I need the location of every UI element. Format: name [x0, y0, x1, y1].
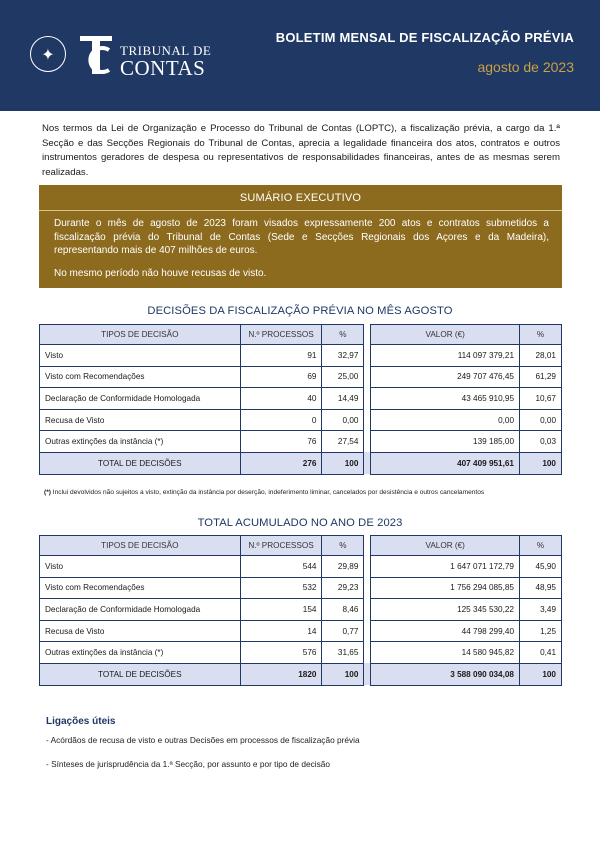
- cell-count: 0: [240, 409, 322, 431]
- column-gap: [364, 431, 371, 453]
- table-header-row: [40, 325, 562, 345]
- cell-value: 125 345 530,22: [371, 599, 520, 621]
- cell-type: Visto com Recomendações: [40, 577, 241, 599]
- footnote-text: Inclui devolvidos não sujeitos a visto, extinção da instância por deserção, indeferimento liminar, cancelados por desistência e outros cancelamentos: [50, 489, 485, 496]
- summary-paragraph-2: No mesmo período não houve recusas de visto.: [54, 268, 267, 279]
- cell-pct-count: 14,49: [322, 388, 364, 410]
- page-header: [0, 0, 600, 111]
- cell-value: 1 647 071 172,79: [371, 556, 520, 578]
- header-pct-value: %: [520, 325, 562, 345]
- cell-pct-value: 61,29: [520, 366, 562, 388]
- month-decisions-table: [39, 324, 562, 475]
- cell-pct-count: 27,54: [322, 431, 364, 453]
- total-count: 276: [240, 452, 322, 474]
- cell-pct-count: 31,65: [322, 642, 364, 664]
- cell-value: 139 185,00: [371, 431, 520, 453]
- cell-pct-count: 25,00: [322, 366, 364, 388]
- cell-type: Visto: [40, 556, 241, 578]
- column-gap: [364, 556, 371, 578]
- column-gap: [364, 536, 371, 556]
- column-gap: [364, 620, 371, 642]
- header-count: N.º PROCESSOS: [240, 536, 322, 556]
- table-header-row: [40, 536, 562, 556]
- cell-type: Visto: [40, 345, 241, 367]
- cell-count: 69: [240, 366, 322, 388]
- summary-paragraph-1: Durante o mês de agosto de 2023 foram visados expressamente 200 atos e contratos submetidos a fiscalização prévia do Tribunal de Contas (Sede e Secções Regionais dos Açores e da Madeira), representando mais de 407 milhões de euros.: [54, 218, 549, 256]
- header-pct-count: %: [322, 536, 364, 556]
- year-decisions-table: [39, 535, 562, 686]
- column-gap: [364, 409, 371, 431]
- column-gap: [364, 452, 371, 474]
- cell-type: Declaração de Conformidade Homologada: [40, 599, 241, 621]
- footnote-marker: (*): [44, 489, 51, 496]
- header-value: VALOR (€): [371, 325, 520, 345]
- table-row: [40, 599, 562, 621]
- cell-type: Declaração de Conformidade Homologada: [40, 388, 241, 410]
- column-gap: [364, 577, 371, 599]
- cell-value: 44 798 299,40: [371, 620, 520, 642]
- table-row: [40, 620, 562, 642]
- cell-value: 43 465 910,95: [371, 388, 520, 410]
- cell-pct-value: 3,49: [520, 599, 562, 621]
- total-pct-count: 100: [322, 663, 364, 685]
- bulletin-title: BOLETIM MENSAL DE FISCALIZAÇÃO PRÉVIA: [275, 30, 574, 45]
- cell-count: 154: [240, 599, 322, 621]
- link-rejection-rulings[interactable]: - Acórdãos de recusa de visto e outras Decisões em processos de fiscalização prévia: [46, 735, 360, 745]
- cell-pct-count: 32,97: [322, 345, 364, 367]
- header-type: TIPOS DE DECISÃO: [40, 536, 241, 556]
- column-gap: [364, 366, 371, 388]
- cell-pct-value: 0,03: [520, 431, 562, 453]
- total-pct-value: 100: [520, 452, 562, 474]
- cell-type: Visto com Recomendações: [40, 366, 241, 388]
- cell-count: 14: [240, 620, 322, 642]
- intro-paragraph: Nos termos da Lei de Organização e Processo do Tribunal de Contas (LOPTC), a fiscalização prévia, a cargo da 1.ª Secção e das Secções Regionais do Tribunal de Contas, aprecia a legalidade financeira dos atos, contratos e outros instrumentos geradores de despesa ou representativos de responsabilidades financeiras, antes de as mesmas serem realizadas.: [42, 123, 560, 178]
- total-pct-count: 100: [322, 452, 364, 474]
- table-row: [40, 345, 562, 367]
- link-jurisprudence-summaries[interactable]: - Sínteses de jurisprudência da 1.ª Secção, por assunto e por tipo de decisão: [46, 759, 330, 769]
- cell-pct-value: 48,95: [520, 577, 562, 599]
- column-gap: [364, 388, 371, 410]
- cell-count: 544: [240, 556, 322, 578]
- table-row: [40, 409, 562, 431]
- summary-title: SUMÁRIO EXECUTIVO: [239, 192, 362, 204]
- total-count: 1820: [240, 663, 322, 685]
- cell-count: 76: [240, 431, 322, 453]
- table-row: [40, 388, 562, 410]
- cell-type: Outras extinções da instância (*): [40, 431, 241, 453]
- year-table-title: TOTAL ACUMULADO NO ANO DE 2023: [197, 517, 403, 529]
- column-gap: [364, 663, 371, 685]
- total-label: TOTAL DE DECISÕES: [40, 663, 241, 685]
- cell-value: 1 756 294 085,85: [371, 577, 520, 599]
- month-table-title: DECISÕES DA FISCALIZAÇÃO PRÉVIA NO MÊS AGOSTO: [147, 305, 453, 317]
- cell-pct-value: 0,41: [520, 642, 562, 664]
- total-pct-value: 100: [520, 663, 562, 685]
- republic-seal-icon: ✦: [30, 36, 66, 72]
- cell-pct-value: 0,00: [520, 409, 562, 431]
- cell-pct-count: 0,77: [322, 620, 364, 642]
- cell-pct-count: 29,23: [322, 577, 364, 599]
- table-footnote: [44, 489, 484, 496]
- summary-divider: [39, 210, 562, 211]
- cell-pct-value: 45,90: [520, 556, 562, 578]
- cell-pct-value: 10,67: [520, 388, 562, 410]
- table-row: [40, 577, 562, 599]
- bulletin-date: agosto de 2023: [477, 59, 574, 75]
- cell-count: 91: [240, 345, 322, 367]
- cell-type: Recusa de Visto: [40, 409, 241, 431]
- column-gap: [364, 325, 371, 345]
- cell-count: 40: [240, 388, 322, 410]
- cell-value: 14 580 945,82: [371, 642, 520, 664]
- logo-line-1: TRIBUNAL DE: [120, 43, 212, 58]
- tribunal-logo-icon: [78, 34, 114, 76]
- header-value: VALOR (€): [371, 536, 520, 556]
- total-value: 407 409 951,61: [371, 452, 520, 474]
- cell-pct-value: 28,01: [520, 345, 562, 367]
- cell-count: 532: [240, 577, 322, 599]
- total-row: [40, 663, 562, 685]
- cell-pct-count: 29,89: [322, 556, 364, 578]
- column-gap: [364, 642, 371, 664]
- total-label: TOTAL DE DECISÕES: [40, 452, 241, 474]
- cell-pct-count: 0,00: [322, 409, 364, 431]
- executive-summary: [39, 185, 562, 288]
- logo-line-2: CONTAS: [120, 56, 206, 80]
- cell-value: 114 097 379,21: [371, 345, 520, 367]
- useful-links-title: Ligações úteis: [46, 716, 116, 727]
- table-row: [40, 556, 562, 578]
- cell-value: 0,00: [371, 409, 520, 431]
- cell-value: 249 707 476,45: [371, 366, 520, 388]
- header-type: TIPOS DE DECISÃO: [40, 325, 241, 345]
- cell-type: Outras extinções da instância (*): [40, 642, 241, 664]
- table-row: [40, 642, 562, 664]
- cell-pct-value: 1,25: [520, 620, 562, 642]
- cell-count: 576: [240, 642, 322, 664]
- total-row: [40, 452, 562, 474]
- table-row: [40, 431, 562, 453]
- cell-pct-count: 8,46: [322, 599, 364, 621]
- cell-type: Recusa de Visto: [40, 620, 241, 642]
- header-pct-value: %: [520, 536, 562, 556]
- column-gap: [364, 599, 371, 621]
- header-count: N.º PROCESSOS: [240, 325, 322, 345]
- table-row: [40, 366, 562, 388]
- tribunal-logo-text: [120, 44, 211, 79]
- column-gap: [364, 345, 371, 367]
- header-pct-count: %: [322, 325, 364, 345]
- total-value: 3 588 090 034,08: [371, 663, 520, 685]
